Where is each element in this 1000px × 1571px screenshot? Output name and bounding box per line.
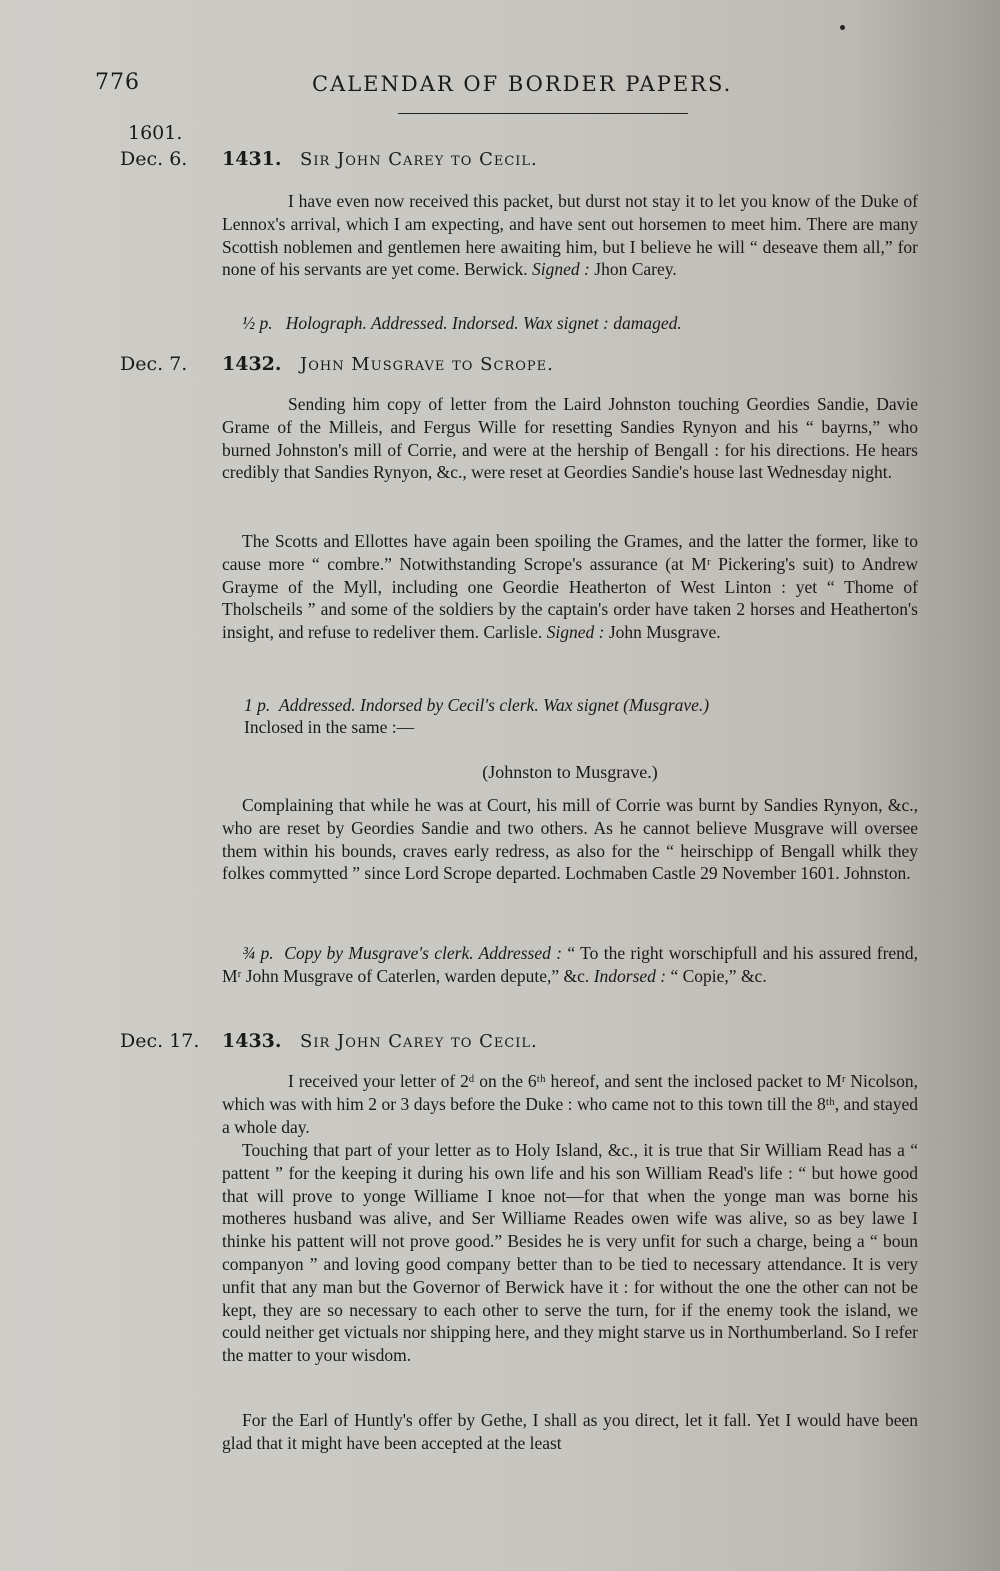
entry-paragraph: Sending him copy of letter from the Laird Johnston touching Geordies Sandie, Davie Grame of the Milleis, and Fergus Wille for resetting Sandies Rynyon and his “ bayrns,” who burned Johnston's mill of Corrie, and were at the hership of Bengall : for his directions. He hears credibly that Sandies Rynyon, &c., were reset at Geordies Sandie's house last Wednesday night. (222, 394, 918, 483)
inclosed-label: Inclosed in the same :— (244, 717, 415, 737)
header-rule (398, 113, 688, 114)
entry-paragraph: I received your letter of 2ᵈ on the 6ᵗʰ hereof, and sent the inclosed packet to Mʳ Nicolson, which was with him 2 or 3 days before the Duke : who came not to this town till the 8ᵗʰ, and stayed a whole day. (222, 1071, 918, 1137)
entry-paragraph: The Scotts and Ellottes have again been spoiling the Grames, and the latter the former, like to cause more “ combre.” Notwithstanding Scrope's assurance (at Mʳ Pickering's suit) to Andrew Grayme of the Myll, including one Geordie Heatherton of West Linton : yet “ Thome of Tholscheils ” and some of the soldiers by the captain's order have taken 2 horses and Heatherton's insight, and refuse to redeliver them. Carlisle. Signed : John Musgrave. (222, 531, 918, 643)
entry-title: John Musgrave to Scrope. (300, 354, 554, 375)
entry-number: 1431. (222, 148, 282, 170)
entry-date: Dec. 17. (120, 1030, 200, 1052)
entry-title: Sir John Carey to Cecil. (300, 149, 538, 170)
entry-paragraph: Touching that part of your letter as to Holy Island, &c., it is true that Sir William Read has a “ pattent ” for the keeping it during his own life and his son William Read's life : “ but howe good that will prove to yonge Williame I knoe not—for that when the yonge man was borne his motheres husband was alive, and Ser Williame Reades owen wife was alive, so as bey lawe I thinke his pattent will not prove good.” Besides he is very unfit for such a charge, being a “ boun companyon ” and loving good company better than to be tied to necessary attendance. It is very unfit that any man but the Governor of Berwick have it : for without the one the other can not be kept, they are so necessary to each other to serve the turn, for if the enemy took the island, we could neither get victuals nor shipping here, and they might starve us in Northumberland. So I refer the matter to your wisdom. (222, 1140, 918, 1366)
entry-note: 1 p. Addressed. Indorsed by Cecil's clerk. Wax signet (Musgrave.) (244, 695, 710, 715)
year-label: 1601. (128, 122, 183, 144)
page-speck (840, 25, 845, 30)
entry-number: 1432. (222, 353, 282, 375)
entry-paragraph: For the Earl of Huntly's offer by Gethe, I shall as you direct, let it fall. Yet I would have been glad that it might have been accepted at the least (222, 1410, 918, 1453)
enclosure-note: ¾ p. Copy by Musgrave's clerk. Addressed : “ To the right worschipfull and his assured frend, Mʳ John Musgrave of Caterlen, warden depute,” &c. Indorsed : “ Copie,” &c. (222, 943, 919, 986)
entry-title: Sir John Carey to Cecil. (300, 1031, 538, 1052)
enclosure-title: (Johnston to Musgrave.) (482, 762, 658, 782)
page-number: 776 (95, 70, 140, 95)
enclosure-paragraph: Complaining that while he was at Court, his mill of Corrie was burnt by Sandies Rynyon, &c., who are reset by Geordies Sandie and two others. As he cannot believe Musgrave will oversee them within his bounds, craves early redress, as also for the “ heirschipp of Bengall whilk they folkes commytted ” since Lord Scrope departed. Lochmaben Castle 29 November 1601. Johnston. (222, 795, 918, 884)
entry-date: Dec. 7. (120, 353, 188, 375)
entry-note: ½ p. Holograph. Addressed. Indorsed. Wax signet : damaged. (242, 313, 682, 333)
running-title: CALENDAR OF BORDER PAPERS. (312, 72, 733, 96)
entry-paragraph: I have even now received this packet, but durst not stay it to let you know of the Duke of Lennox's arrival, which I am expecting, and have sent out horsemen to meet him. There are many Scottish noblemen and gentlemen here awaiting him, but I believe he will “ deseave them all,” for none of his servants are yet come. Berwick. Signed : Jhon Carey. (222, 191, 918, 280)
entry-number: 1433. (222, 1030, 282, 1052)
entry-date: Dec. 6. (120, 148, 188, 170)
